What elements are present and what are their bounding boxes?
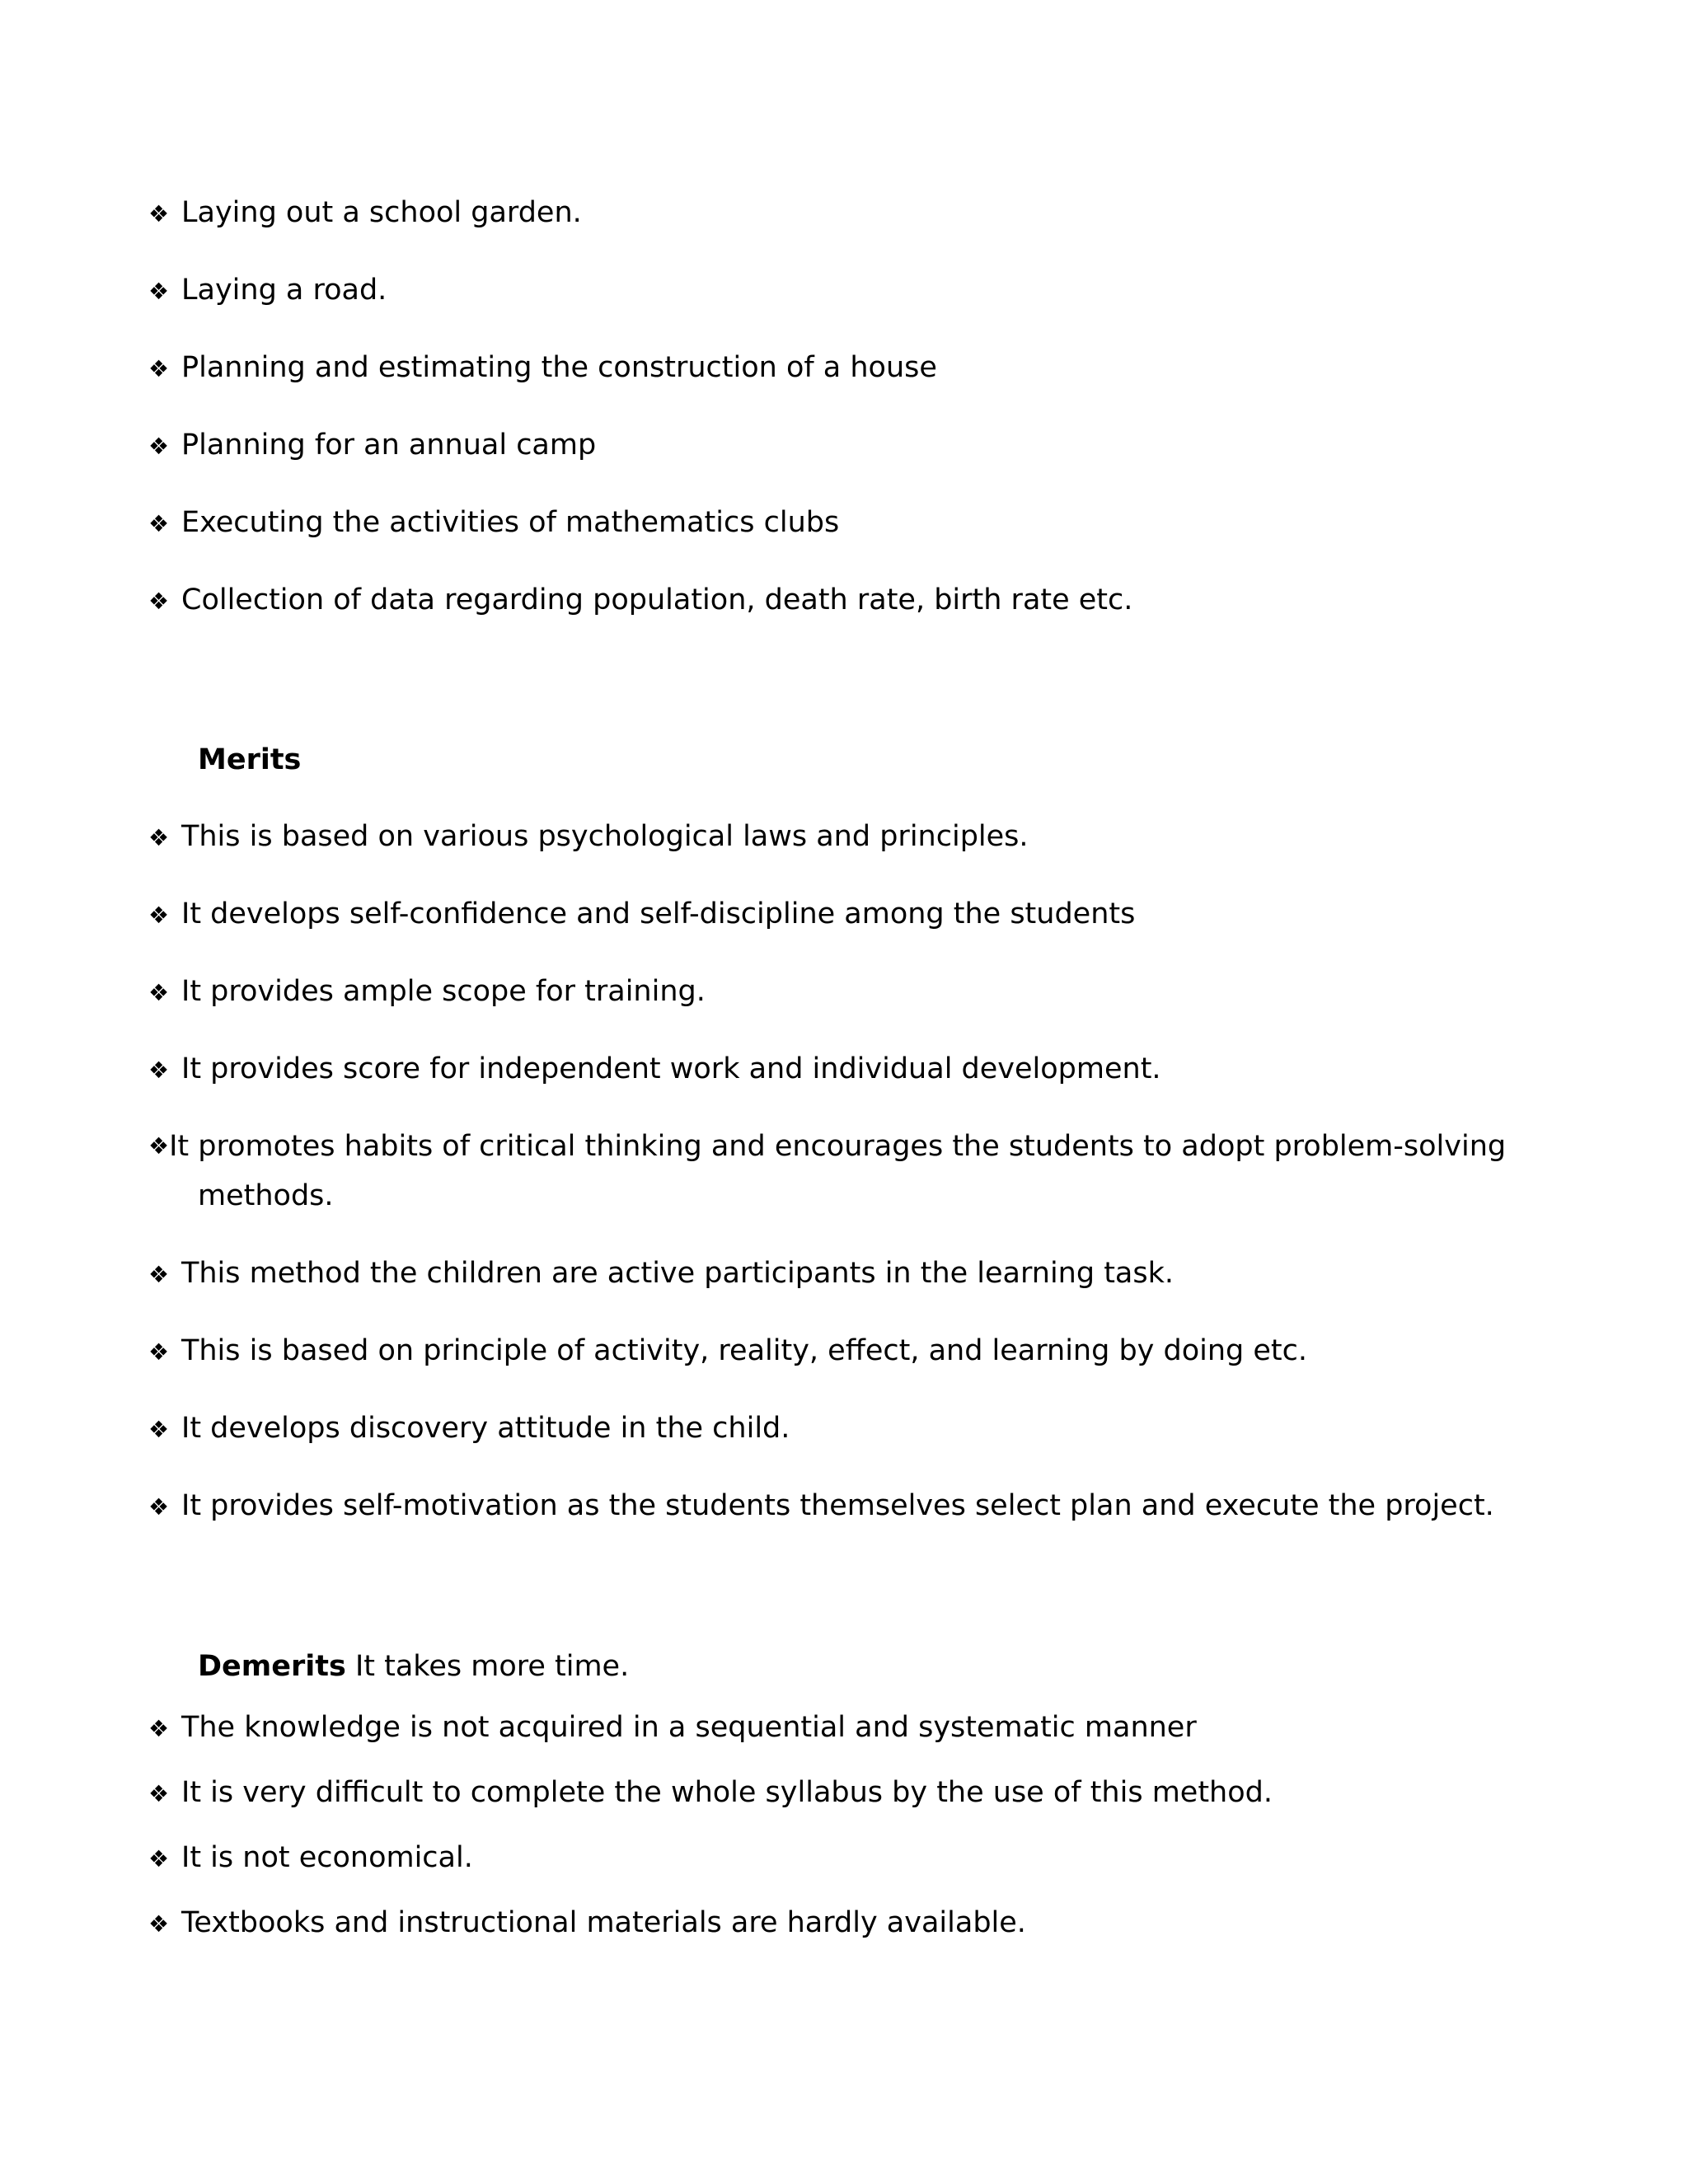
diamond-bullet-icon: ❖ <box>148 824 170 851</box>
activity-text: Collection of data regarding population, death rate, birth rate etc. <box>181 583 1133 616</box>
demerit-text: It is not economical. <box>181 1841 473 1874</box>
diamond-bullet-icon: ❖ <box>148 1416 170 1443</box>
merit-item <box>148 1249 1174 1300</box>
diamond-bullet-icon: ❖ <box>148 1715 170 1742</box>
merits-heading: Merits <box>198 743 302 776</box>
demerit-text: It takes more time. <box>354 1650 630 1683</box>
demerit-text: The knowledge is not acquired in a sequential and systematic manner <box>181 1711 1197 1744</box>
diamond-bullet-icon: ❖ <box>148 1338 170 1366</box>
merit-text: This is based on principle of activity, reality, effect, and learning by doing etc. <box>181 1334 1308 1367</box>
demerit-item <box>148 1833 473 1884</box>
demerit-text: It is very difficult to complete the whole syllabus by the use of this method. <box>181 1776 1273 1809</box>
merit-item <box>148 967 706 1018</box>
demerit-item <box>148 1898 1026 1949</box>
merit-item <box>148 812 1029 863</box>
activity-text: Planning and estimating the construction of a house <box>181 351 937 384</box>
demerits-heading-label: Demerits <box>198 1650 346 1683</box>
merit-item <box>148 1404 790 1455</box>
diamond-bullet-icon: ❖ <box>148 433 170 460</box>
activity-item <box>148 343 937 394</box>
diamond-bullet-icon: ❖ <box>148 1845 170 1872</box>
diamond-bullet-icon: ❖ <box>148 1780 170 1807</box>
activity-text: Planning for an annual camp <box>181 429 597 462</box>
merit-text: It provides score for independent work and individual development. <box>181 1052 1161 1085</box>
merit-item <box>148 1326 1307 1377</box>
diamond-bullet-icon: ❖ <box>148 1910 170 1938</box>
merit-text: This method the children are active participants in the learning task. <box>181 1257 1174 1290</box>
merit-text: This is based on various psychological laws and principles. <box>181 820 1029 853</box>
merit-text: It develops discovery attitude in the child. <box>181 1412 790 1445</box>
diamond-bullet-icon: ❖ <box>148 200 170 227</box>
diamond-bullet-icon: ❖ <box>148 278 170 305</box>
merit-text: It develops self-confidence and self-discipline among the students <box>181 898 1136 930</box>
merit-text: It promotes habits of critical thinking and encourages the students to adopt problem-solving <box>169 1130 1507 1163</box>
demerit-item <box>148 1768 1273 1819</box>
merit-item <box>148 1481 1494 1532</box>
activity-item <box>148 498 839 549</box>
demerit-text: Textbooks and instructional materials are hardly available. <box>181 1906 1026 1939</box>
merit-continuation: methods. <box>198 1179 334 1212</box>
diamond-bullet-icon: ❖ <box>148 902 170 929</box>
diamond-bullet-icon: ❖ <box>148 1493 170 1521</box>
merit-item <box>148 1122 1507 1221</box>
activity-item <box>148 575 1132 626</box>
diamond-bullet-icon: ❖ <box>148 588 170 615</box>
merit-line <box>148 1122 1507 1171</box>
activity-item <box>148 420 596 471</box>
diamond-bullet-icon: ❖ <box>148 1261 170 1288</box>
merit-item <box>148 1044 1161 1095</box>
diamond-bullet-icon: ❖ <box>148 1057 170 1084</box>
merit-item <box>148 889 1135 940</box>
demerit-item <box>148 1703 1197 1754</box>
merit-text: It provides ample scope for training. <box>181 975 706 1008</box>
demerits-heading <box>198 1642 629 1691</box>
diamond-bullet-icon: ❖ <box>148 355 170 382</box>
activity-text: Laying a road. <box>181 274 387 307</box>
activity-item <box>148 188 582 239</box>
merit-text: It provides self-motivation as the students themselves select plan and execute the project. <box>181 1489 1494 1522</box>
activity-text: Executing the activities of mathematics clubs <box>181 506 840 539</box>
diamond-bullet-icon: ❖ <box>148 1132 170 1160</box>
activity-text: Laying out a school garden. <box>181 196 582 229</box>
activity-item <box>148 265 387 316</box>
diamond-bullet-icon: ❖ <box>148 510 170 537</box>
diamond-bullet-icon: ❖ <box>148 979 170 1006</box>
